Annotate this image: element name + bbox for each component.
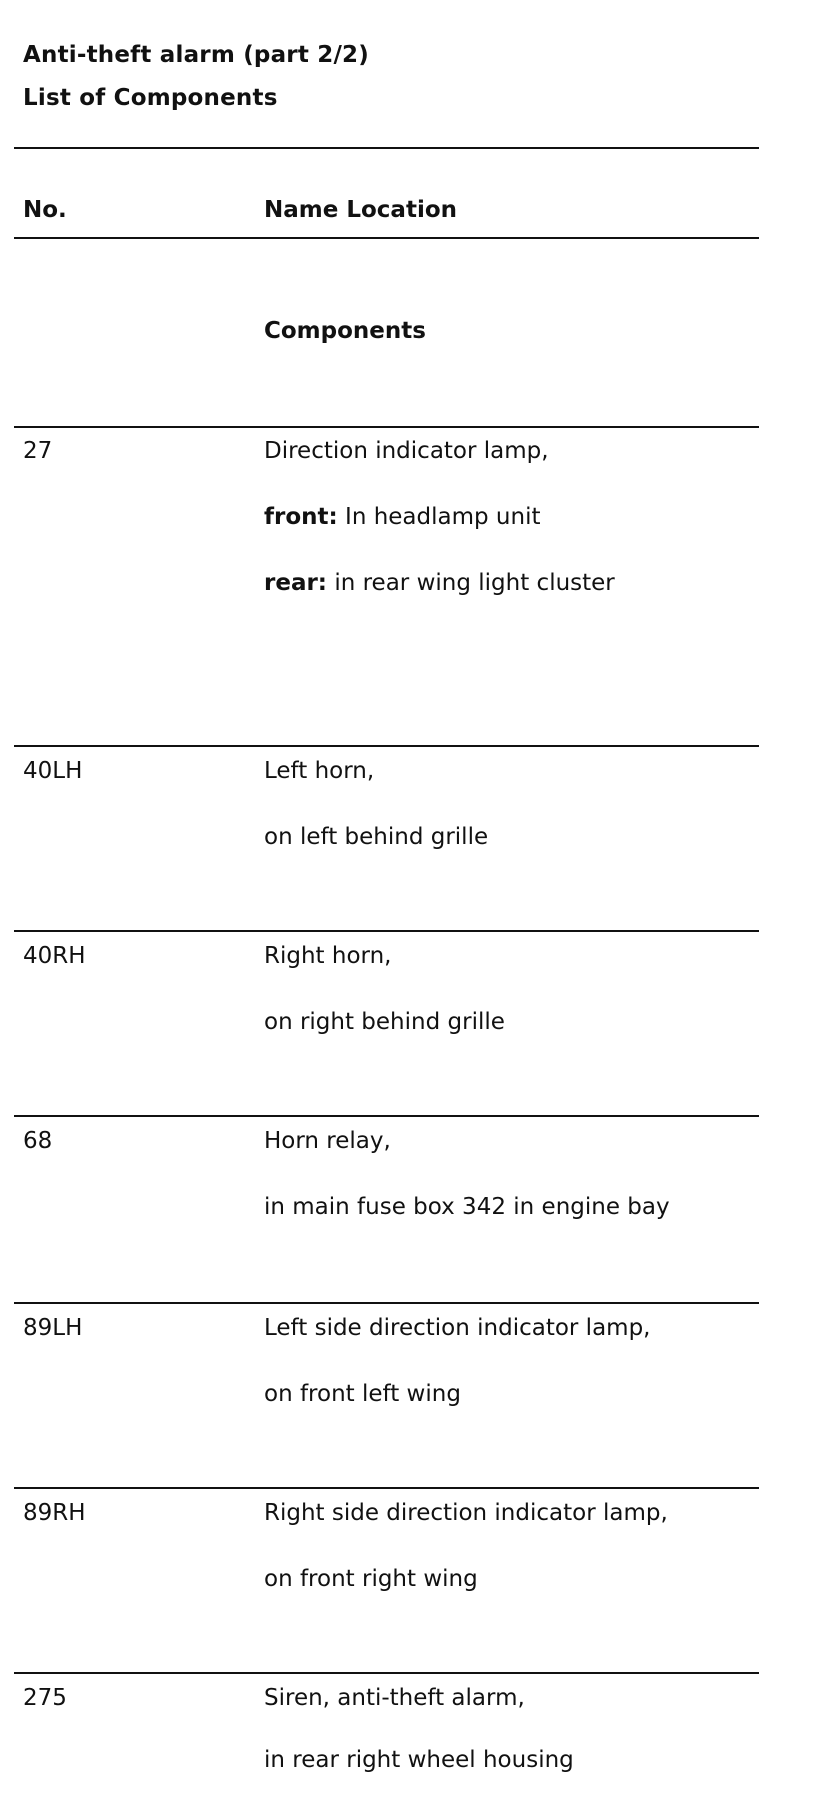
line-text: on left behind grille (264, 824, 489, 850)
row-number: 275 (23, 1685, 67, 1711)
row-description-line (264, 758, 374, 784)
row-number: 27 (23, 438, 53, 464)
row-description-line (264, 1500, 668, 1526)
row-description-line (264, 1381, 461, 1407)
header-top-rule (14, 147, 759, 149)
column-header-name-location: Name Location (264, 197, 458, 223)
line-text: Siren, anti-theft alarm, (264, 1685, 525, 1711)
line-text: on right behind grille (264, 1009, 505, 1035)
row-description-line (264, 1685, 525, 1711)
row-number: 89RH (23, 1500, 86, 1526)
row-separator (14, 1115, 759, 1117)
row-separator (14, 1672, 759, 1674)
line-text: Left horn, (264, 758, 375, 784)
line-text: Right side direction indicator lamp, (264, 1500, 668, 1526)
row-description-line (264, 1315, 650, 1341)
row-separator (14, 1302, 759, 1304)
section-heading: Components (264, 318, 426, 344)
line-text: in main fuse box 342 in engine bay (264, 1194, 670, 1220)
row-separator (14, 745, 759, 747)
line-text: Right horn, (264, 943, 392, 969)
row-separator (14, 426, 759, 428)
row-separator (14, 930, 759, 932)
line-text: Left side direction indicator lamp, (264, 1315, 651, 1341)
row-number: 89LH (23, 1315, 83, 1341)
row-description-line (264, 438, 549, 464)
document-subtitle: List of Components (23, 85, 278, 111)
line-prefix: front: (264, 504, 338, 530)
row-description-line (264, 1009, 505, 1035)
line-prefix: rear: (264, 570, 328, 596)
row-separator (14, 1487, 759, 1489)
row-description-line (264, 1747, 574, 1773)
line-text: on front left wing (264, 1381, 461, 1407)
row-description-line (264, 504, 541, 530)
row-number: 40LH (23, 758, 83, 784)
row-description-line (264, 943, 391, 969)
row-description-line (264, 1194, 670, 1220)
line-text: on front right wing (264, 1566, 478, 1592)
row-number: 40RH (23, 943, 86, 969)
document-title: Anti-theft alarm (part 2/2) (23, 42, 369, 68)
row-description-line (264, 1128, 391, 1154)
line-text: in rear right wheel housing (264, 1747, 574, 1773)
row-description-line (264, 1566, 478, 1592)
line-text: Horn relay, (264, 1128, 391, 1154)
row-description-line (264, 824, 488, 850)
line-text: in rear wing light cluster (327, 570, 615, 596)
header-bottom-rule (14, 237, 759, 239)
row-number: 68 (23, 1128, 53, 1154)
row-description-line (264, 570, 615, 596)
line-text: In headlamp unit (337, 504, 541, 530)
line-text: Direction indicator lamp, (264, 438, 549, 464)
column-header-no: No. (23, 197, 67, 223)
